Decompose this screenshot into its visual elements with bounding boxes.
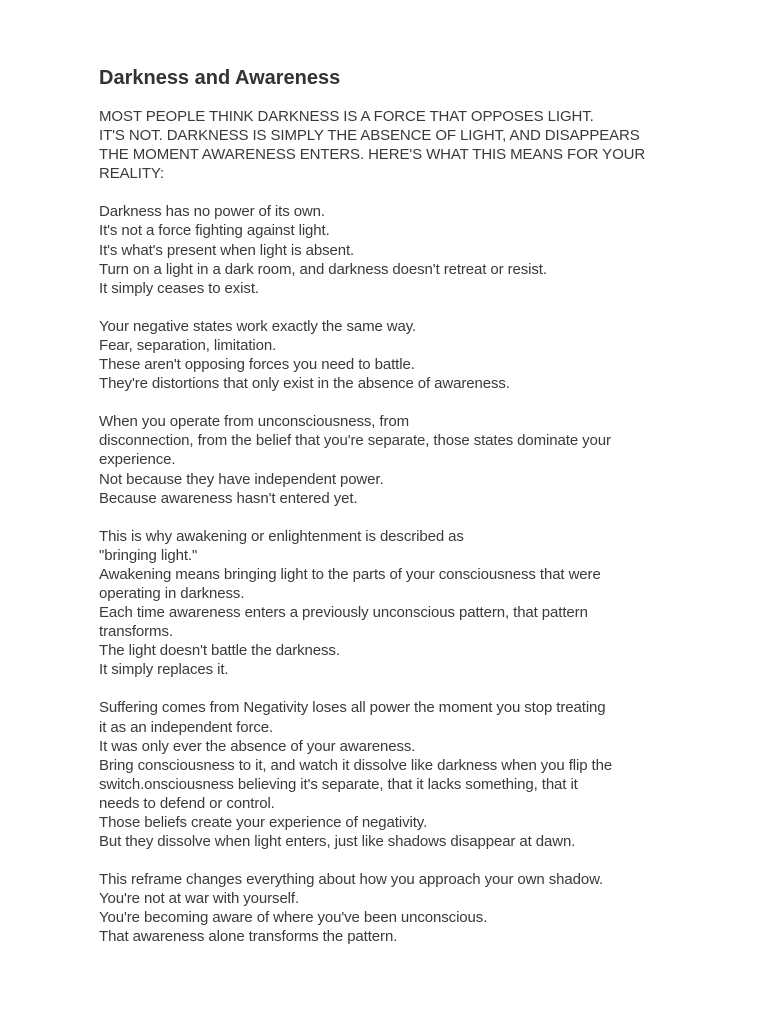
text-line: They're distortions that only exist in the absence of awareness. <box>99 375 510 393</box>
text-line: Bring consciousness to it, and watch it dissolve like darkness when you flip the <box>99 756 613 774</box>
paragraph <box>99 107 699 183</box>
paragraph <box>99 527 699 680</box>
text-line: That awareness alone transforms the pattern. <box>99 928 398 946</box>
text-line: When you operate from unconsciousness, from <box>99 413 410 431</box>
text-line: Fear, separation, limitation. <box>99 336 277 354</box>
text-line: "bringing light." <box>99 546 198 564</box>
text-line: These aren't opposing forces you need to battle. <box>99 356 415 374</box>
text-line: It's not a force fighting against light. <box>99 222 330 240</box>
text-line: IT'S NOT. DARKNESS IS SIMPLY THE ABSENCE OF LIGHT, AND DISAPPEARS <box>99 127 640 145</box>
text-line: You're becoming aware of where you've been unconscious. <box>99 909 488 927</box>
text-line: Your negative states work exactly the same way. <box>99 317 417 335</box>
text-line: It's what's present when light is absent. <box>99 241 355 259</box>
text-line: operating in darkness. <box>99 584 245 602</box>
text-line: But they dissolve when light enters, just like shadows disappear at dawn. <box>99 833 576 851</box>
text-line: switch.onsciousness believing it's separate, that it lacks something, that it <box>99 775 578 793</box>
paragraph <box>99 870 699 946</box>
text-line: Turn on a light in a dark room, and darkness doesn't retreat or resist. <box>99 260 547 278</box>
document-body <box>99 107 699 947</box>
text-line: THE MOMENT AWARENESS ENTERS. HERE'S WHAT THIS MEANS FOR YOUR <box>99 146 646 164</box>
document-title: Darkness and Awareness <box>99 67 341 89</box>
text-line: transforms. <box>99 623 173 641</box>
text-line: You're not at war with yourself. <box>99 890 300 908</box>
text-line: The light doesn't battle the darkness. <box>99 642 340 660</box>
text-line: Darkness has no power of its own. <box>99 203 325 221</box>
text-line: This reframe changes everything about how you approach your own shadow. <box>99 871 604 889</box>
text-line: It simply replaces it. <box>99 661 229 679</box>
text-line: This is why awakening or enlightenment is described as <box>99 527 464 545</box>
paragraph <box>99 317 699 393</box>
text-line: needs to defend or control. <box>99 794 275 812</box>
text-line: MOST PEOPLE THINK DARKNESS IS A FORCE THAT OPPOSES LIGHT. <box>99 108 594 125</box>
text-line: disconnection, from the belief that you're separate, those states dominate your <box>99 432 611 450</box>
text-line: It simply ceases to exist. <box>99 279 259 297</box>
text-line: Each time awareness enters a previously unconscious pattern, that pattern <box>99 604 588 622</box>
document <box>99 66 699 966</box>
text-line: it as an independent force. <box>99 718 274 736</box>
text-line: It was only ever the absence of your awareness. <box>99 737 416 755</box>
text-line: REALITY: <box>99 165 165 183</box>
text-line: Those beliefs create your experience of negativity. <box>99 814 428 831</box>
paragraph <box>99 698 699 851</box>
paragraph <box>99 412 699 507</box>
text-line: experience. <box>99 451 176 469</box>
paragraph <box>99 202 699 297</box>
text-line: Awakening means bringing light to the parts of your consciousness that were <box>99 565 601 583</box>
text-line: Not because they have independent power. <box>99 470 384 488</box>
text-line: Suffering comes from Negativity loses all power the moment you stop treating <box>99 699 606 717</box>
text-line: Because awareness hasn't entered yet. <box>99 489 358 507</box>
